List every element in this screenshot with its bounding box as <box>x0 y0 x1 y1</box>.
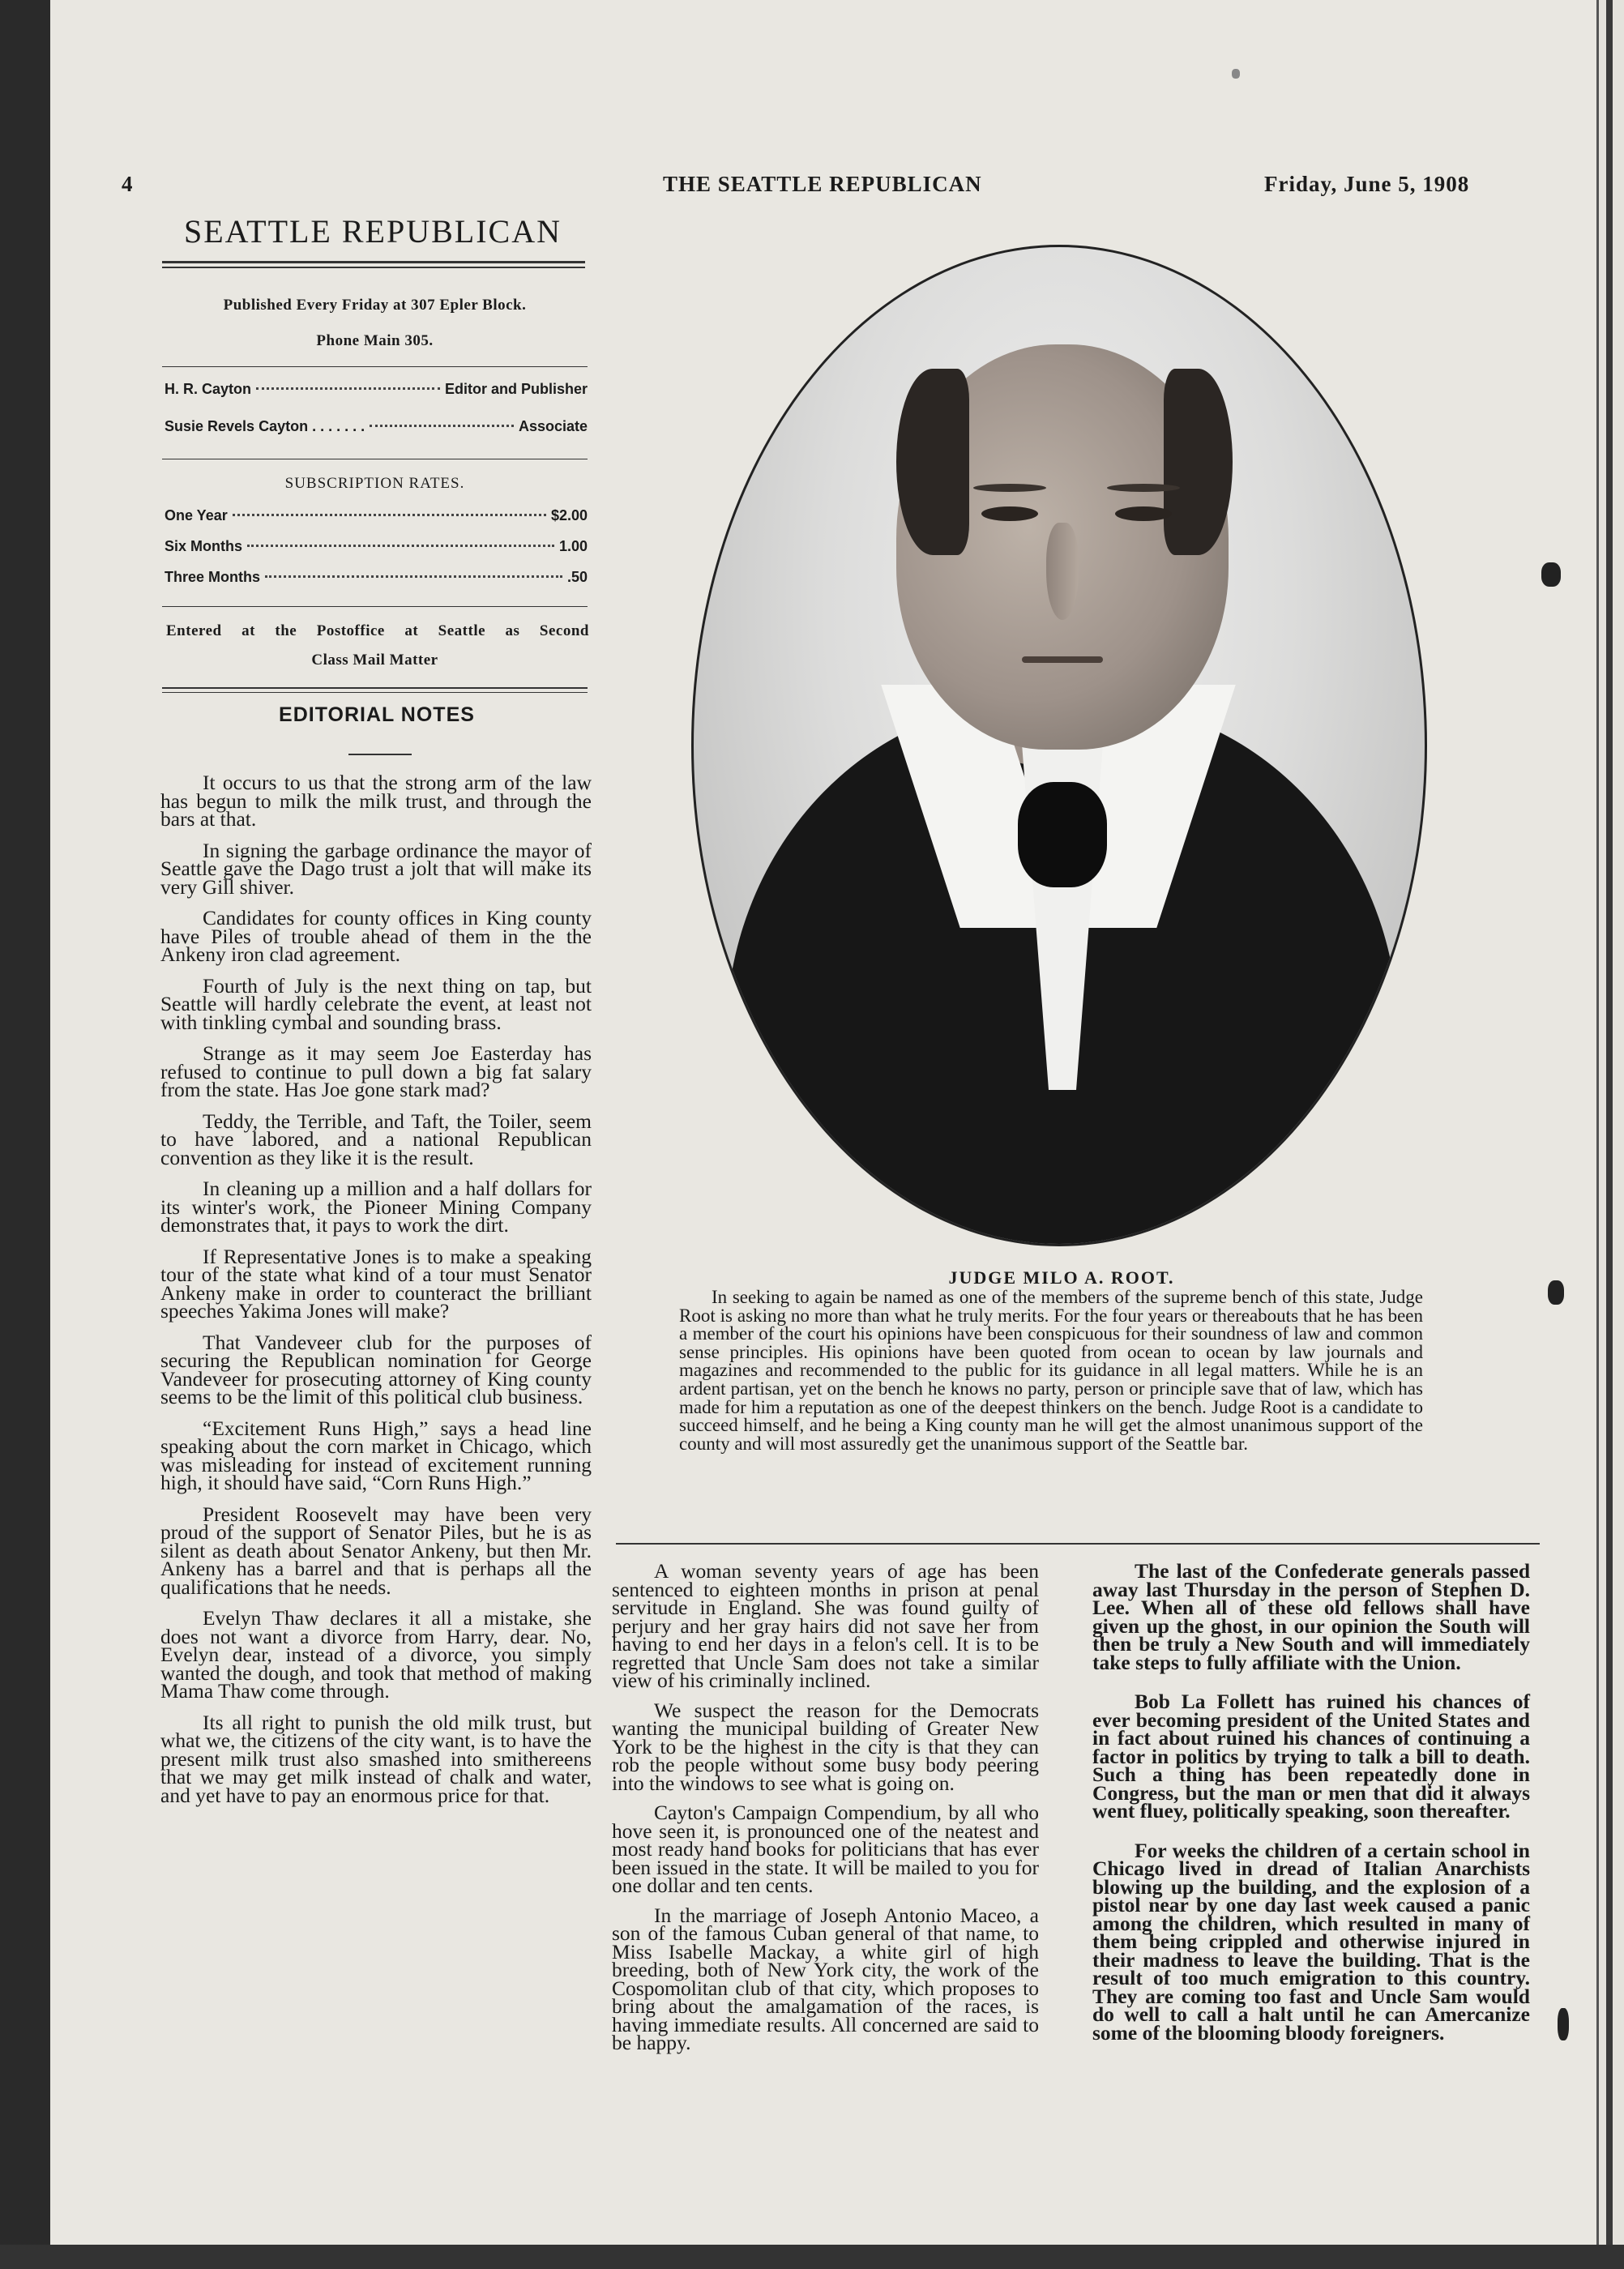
divider <box>162 687 588 689</box>
editorial-paragraph: If Representative Jones is to make a speaking tour of the state what kind of a tour must Senator Ankeny make in order to counteract the brilliant speeches Yakima Jones will make? <box>160 1244 592 1323</box>
article-paragraph: A woman seventy years of age has been sentenced to eighteen months in prison at penal servitude in England. She was found guilty of perjury and her gray hairs did not save her from having to end her days in a felon's cell. It is to be regretted that Uncle Sam does not take a similar view of his criminally inclined. <box>612 1559 1039 1692</box>
editorial-paragraph: That Vandeveer club for the purposes of securing the Republican nomination for George Vandeveer for prosecuting attorney of King county seems to be the limit of this political club business. <box>160 1330 592 1408</box>
leader-dots <box>370 425 514 427</box>
entered-line-1: Entered at the Postoffice at Seattle as Second <box>166 622 589 639</box>
leader-dots <box>247 545 554 547</box>
oval-portrait-frame <box>691 245 1427 1246</box>
binding-strip <box>1606 0 1613 2269</box>
leader-dots <box>256 387 440 390</box>
portrait-tie <box>1018 782 1107 887</box>
editorial-paragraph: Strange as it may seem Joe Easterday has refused to continue to pull down a big fat salary from the state. Has Joe gone stark mad? <box>160 1041 592 1101</box>
editorial-paragraph: President Roosevelt may have been very proud of the support of Senator Piles, but he is as silent as death about Senator Ankeny, but then Mr. Ankeny has a barrel and that is perhaps all the qualifications that he needs. <box>160 1502 592 1599</box>
editorial-paragraph: “Excitement Runs High,” says a head line speaking about the corn market in Chicago, which was misleading for instead of excitement running high, it should have said, “Corn Runs High.” <box>160 1416 592 1494</box>
editorial-paragraph: In cleaning up a million and a half dollars for its winter's work, the Pioneer Mining Company demonstrates that, it pays to work the dirt. <box>160 1177 592 1237</box>
editorial-paragraph: Its all right to punish the old milk trust, but what we, the citizens of the city want, is to have the present milk trust also smashed into smithereens that we may get milk instead of chalk and water, and yet have to pay an enormous price for that. <box>160 1710 592 1807</box>
scan-blemish <box>1558 2008 1569 2040</box>
staff-row-editor <box>165 381 588 398</box>
portrait-hair <box>1164 369 1233 555</box>
middle-column <box>612 1559 1039 2064</box>
published-line: Published Every Friday at 307 Epler Block. <box>223 297 527 314</box>
portrait-brow <box>1107 484 1180 492</box>
right-column <box>1092 1559 1530 2063</box>
masthead-rule-2 <box>162 267 585 268</box>
staff-row-associate <box>165 418 588 435</box>
running-title: THE SEATTLE REPUBLICAN <box>663 172 982 196</box>
rate-term: Six Months <box>165 538 243 554</box>
subscription-heading: SUBSCRIPTION RATES. <box>284 475 465 492</box>
portrait-eye <box>1115 506 1172 521</box>
rate-price: .50 <box>566 569 588 585</box>
editorial-column <box>160 771 592 1818</box>
scan-blemish <box>1232 69 1240 79</box>
editorial-rule <box>348 754 412 755</box>
divider <box>162 606 588 607</box>
editorial-paragraph: Teddy, the Terrible, and Taft, the Toiler, seem to have labored, and a national Republican convention as they like it is the result. <box>160 1109 592 1169</box>
page-number: 4 <box>122 172 134 196</box>
staff-name: Susie Revels Cayton . . . . . . . <box>165 418 365 434</box>
editorial-notes-heading: EDITORIAL NOTES <box>279 703 475 726</box>
portrait-brow <box>973 484 1046 492</box>
rate-term: Three Months <box>165 569 261 585</box>
leader-dots <box>233 514 546 516</box>
article-paragraph: We suspect the reason for the Democrats wanting the municipal building of Greater New York to be the highest in the city is that they can rob the people without some busy body peering into the windows to see what is going on. <box>612 1698 1039 1795</box>
scan-blemish <box>1548 1280 1564 1305</box>
phone-line: Phone Main 305. <box>316 332 434 349</box>
rate-row <box>165 569 588 586</box>
portrait-mouth <box>1022 656 1103 663</box>
portrait-nose <box>1046 523 1079 620</box>
divider-2 <box>162 692 588 693</box>
rate-price: 1.00 <box>558 538 588 554</box>
editorial-paragraph: Evelyn Thaw declares it all a mistake, she does not want a divorce from Harry, dear. No, Evelyn dear, instead of a divorce, you simply wanted the dough, and took that method of making Mama Thaw come through. <box>160 1606 592 1703</box>
editorial-paragraph: Candidates for county offices in King county have Piles of trouble ahead of them in the the Ankeny iron clad agreement. <box>160 906 592 966</box>
rate-price: $2.00 <box>550 507 588 523</box>
article-paragraph: For weeks the children of a certain school in Chicago lived in dread of Italian Anarchists blowing up the building, and the explosion of a pistol near by one day last week caused a panic among the children, which resulted in many of them being crippled and otherwise injured in their madness to leave the building. That is the result of too much emigration to this country. They are coming too fast and Uncle Sam would do well to call a halt until he can Amercanize some of the blooming bloody foreigners. <box>1092 1838 1530 2045</box>
portrait-hair <box>896 369 969 555</box>
portrait-photo <box>691 245 1427 1246</box>
portrait-caption <box>679 1288 1423 1453</box>
editorial-paragraph: In signing the garbage ordinance the mayor of Seattle gave the Dago trust a jolt that will make its very Gill shiver. <box>160 838 592 899</box>
divider <box>162 366 588 367</box>
staff-role: Editor and Publisher <box>444 381 588 397</box>
rate-row <box>165 538 588 555</box>
rate-row <box>165 507 588 524</box>
scan-blemish <box>1541 562 1561 587</box>
issue-date: Friday, June 5, 1908 <box>1264 172 1470 196</box>
editorial-paragraph: Fourth of July is the next thing on tap, but Seattle will hardly celebrate the event, at least not with tinkling cymbal and sounding brass. <box>160 973 592 1034</box>
portrait-eye <box>981 506 1038 521</box>
article-paragraph: In the marriage of Joseph Antonio Maceo, a son of the famous Cuban general of that name, to Miss Isabelle Mackay, a white girl of high breeding, both of New York city, the work of the Cospomolitan club of that city, which proposes to bring about the amalgamation of the races, is having immediate results. All concerned are said to be happy. <box>612 1903 1039 2054</box>
editorial-paragraph: It occurs to us that the strong arm of the law has begun to milk the milk trust, and through the bars at that. <box>160 771 592 831</box>
leader-dots <box>265 575 562 578</box>
article-paragraph: Cayton's Campaign Compendium, by all who hove seen it, is pronounced one of the neatest and most ready hand books for politicians that has ever been issued in the state. It will be mailed to you for one dollar and ten cents. <box>612 1801 1039 1897</box>
staff-role: Associate <box>518 418 588 434</box>
scan-bottom-edge <box>0 2245 1624 2269</box>
article-paragraph: Bob La Follett has ruined his chances of ever becoming president of the United States and in fact about ruined his chances of continuing a factor in politics by trying to talk a bill to death. Such a thing has been repeatedly done in Congress, but the man or men that did it always went fluey, politically speaking, soon thereafter. <box>1092 1690 1530 1822</box>
staff-name: H. R. Cayton <box>165 381 252 397</box>
masthead-title: SEATTLE REPUBLICAN <box>184 213 562 250</box>
entered-line-2: Class Mail Matter <box>311 652 438 669</box>
masthead-rule <box>162 261 585 263</box>
caption-bottom-rule <box>616 1543 1540 1545</box>
article-paragraph: The last of the Confederate generals passed away last Thursday in the person of Stephen D. Lee. When all of these old fellows shall have given up the ghost, in our opinion the South will then be truly a New South and will immediately take steps to fully affiliate with the Union. <box>1092 1559 1530 1674</box>
caption-paragraph: In seeking to again be named as one of the members of the supreme bench of this state, Judge Root is asking no more than what he truly merits. For the four years or thereabouts that he has been a member of the court his opinions have been conspicuous for their soundness of law and common sense principles. His opinions have been quoted from ocean to ocean by law journals and magazines and recommended to the public for its guidance in all legal matters. While he is an ardent partisan, yet on the bench he knows no party, person or principle save that of law, which has made for him a reputation as one of the deepest thinkers on the bench. Judge Root is a candidate to succeed himself, and he being a King county man he will get the almost unanimous support of the county and will most assuredly get the unanimous support of the Seattle bar. <box>679 1287 1423 1454</box>
portrait-caption-title: JUDGE MILO A. ROOT. <box>948 1267 1175 1288</box>
rate-term: One Year <box>165 507 228 523</box>
